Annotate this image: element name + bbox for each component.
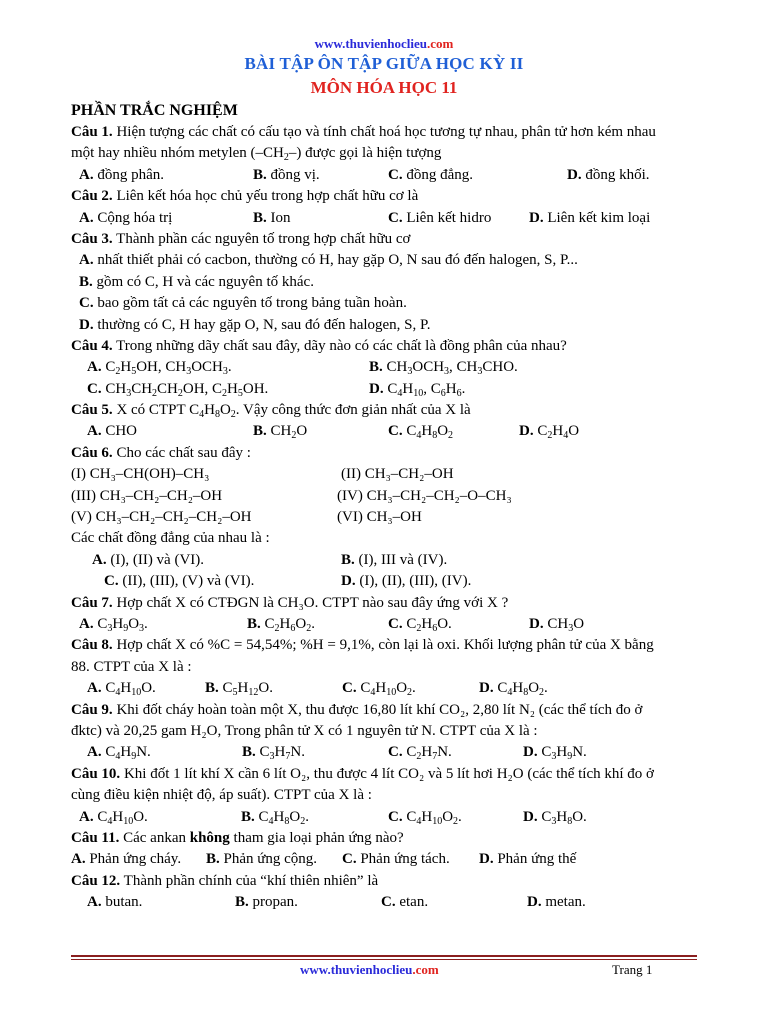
answer-row: C. (II), (III), (V) và (VI). D. (I), (II), (III), (IV). bbox=[104, 573, 472, 590]
question-11: Câu 11. Các ankan không tham gia loại phản ứng nào? bbox=[71, 829, 404, 846]
answer-row: A. $C_2H_5OH$, $CH_3OCH_3$. B. $CH_3OCH_3$, $CH_3CHO$. bbox=[87, 359, 518, 378]
question-9: Câu 9. Khi đốt cháy hoàn toàn một X, thu được 16,80 lít khí CO₂, 2,80 lít N₂ (các thể tích đo ở bbox=[71, 701, 643, 718]
footer bbox=[0, 962, 768, 976]
footer-website[interactable]: www.thuvienhoclieu.com bbox=[300, 962, 439, 977]
page-number: Trang 1 bbox=[612, 962, 653, 977]
answer-row: A. $C_4H_{10}O$. B. $C_5H_{12}O$. C. $C_4H_{10}O_2$. D. $C_4H_8O_2$. bbox=[87, 680, 548, 699]
section-heading: PHẦN TRẮC NGHIỆM bbox=[71, 102, 238, 119]
question-10: Câu 10. Khi đốt 1 lít khí X cần 6 lít O₂, thu được 4 lít CO₂ và 5 lít hơi H₂O (các thể tích khí đo ở bbox=[71, 765, 654, 782]
answer-row: A. $C_4H_{10}O$. B. $C_4H_8O_2$. C. $C_4H_{10}O_2$. D. $C_3H_8O$. bbox=[79, 808, 587, 827]
subject-title: MÔN HÓA HỌC 11 bbox=[310, 78, 458, 97]
question-2: Câu 2. Liên kết hóa học chủ yếu trong hợp chất hữu cơ là bbox=[71, 188, 419, 205]
answer-row: C. $CH_3CH_2CH_2OH$, $C_2H_5OH$. D. $C_4H_{10}$, $C_6H_6$. bbox=[87, 380, 466, 399]
header-website[interactable]: www.thuvienhoclieu.com bbox=[314, 36, 454, 51]
answer-row: A. butan. B. propan. C. etan. D. metan. bbox=[87, 894, 586, 911]
question-7: Câu 7. Hợp chất X có CTĐGN là CH₃O. CTPT nào sau đây ứng với X ? bbox=[71, 594, 509, 611]
answer-row: A. CHO B. $CH_2O$ C. $C_4H_8O_2$ D. $C_2H_4O$ bbox=[87, 423, 580, 442]
question-1: Câu 1. Hiện tượng các chất có cấu tạo và tính chất hoá học tương tự nhau, phân tử hơn kém nhau bbox=[71, 124, 656, 140]
question-3: Câu 3. Thành phần các nguyên tố trong hợp chất hữu cơ bbox=[71, 230, 411, 247]
question-4: Câu 4. Trong những dãy chất sau đây, dãy nào có các chất là đồng phân của nhau? bbox=[71, 337, 567, 354]
footer-divider bbox=[71, 955, 697, 957]
questions: Câu 1. Hiện tượng các chất có cấu tạo và tính chất hoá học tương tự nhau, phân tử hơn kém nhau một hay nhiều nhóm metylen $(-CH_2-)$ được gọi là hiện tượng A. đồng phân. B. đồng vị. C. đồng đẳng. D. đồng khối. Câu 2. Liên kết hóa học chủ yếu trong hợp chất hữu cơ là A. Cộng hóa trị B. Ion C. Liên kết hidro D. Liên kết kim loại Câu 3. Thành phần các nguyên tố trong hợp chất hữu cơ A. nhất thiết phải có cacbon, thường có H, hay gặp O, N sau đó đến halogen, S, P... B. gồm có C, H và các nguyên tố khác. C. bao gồm tất cả các nguyên tố trong bảng tuần hoàn. D. thường có C, H hay gặp O, N, sau đó đến halogen, S, P. Câu 4. Trong những dãy chất sau đây, dãy nào có các chất là đồng phân của nhau? A. $C_2H_5OH$, $CH_3OCH_3$. B. $CH_3OCH_3$, $CH_3CHO$. C. $CH_3CH_2CH_2OH$, $C_2H_5OH$. D. $C_4H_{10}$, $C_6H_6$. Câu 5. X có CTPT $C_4H_8O_2$. Vậy công thức đơn giản nhất của X là A. CHO B. $CH_2O$ C. $C_4H_8O_2$ D. $C_2H_4O$ Câu 6. Cho các chất sau đây : (I) CH₃–CH(OH)–CH₃ (II) CH₃–CH₂–OH (III) CH₃–CH₂–CH₂–OH (IV) CH₃–CH₂–CH₂–O–CH₃ (V) CH₃–CH₂–CH₂–CH₂–OH (VI) CH₃–OH Các chất đồng đẳng của nhau là : A. (I), (II) và (VI). B. (I), III và (IV). C. (II), (III), (V) và (VI). D. (I), (II), (III), (IV). Câu 7. Hợp chất X có CTĐGN là CH₃O. CTPT nào sau đây ứng với X ? A. $C_3H_9O_3$. B. $C_2H_6O_2$. C. $C_2H_6O$. D. $CH_3O$ Câu 8. Hợp chất X có %C = 54,54%; %H = 9,1%, còn lại là oxi. Khối lượng phân tử của X bằng 88. CTPT của X là : A. $C_4H_{10}O$. B. $C_5H_{12}O$. C. $C_4H_{10}O_2$. D. $C_4H_8O_2$. Câu 9. Khi đốt cháy hoàn toàn một X, thu được 16,80 lít khí CO₂, 2,80 lít N₂ (các thể tích đo ở đktc) và 20,25 gam H₂O, Trong phân tử X có 1 nguyên tử N. CTPT của X là : A. $C_4H_9N$. B. $C_3H_7N$. C. $C_2H_7N$. D. $C_3H_9N$. Câu 10. Khi đốt 1 lít khí X cần 6 lít O₂, thu được 4 lít CO₂ và 5 lít hơi H₂O (các thể tích khí đo ở cùng điều kiện nhiệt độ, áp suất). CTPT của X là : A. $C_4H_{10}O$. B. $C_4H_8O_2$. C. $C_4H_{10}O_2$. D. $C_3H_8O$. Câu 11. Các ankan không tham gia loại phản ứng nào? A. Phản ứng cháy. B. Phản ứng cộng. C. Phản ứng tách. D. Phản ứng thế Câu 12. Thành phần chính của “khí thiên nhiên” là A. butan. B. propan. C. etan. D. metan. bbox=[71, 122, 711, 913]
footer-divider-thin bbox=[71, 959, 697, 960]
question-5: Câu 5. X có CTPT $C_4H_8O_2$. Vậy công thức đơn giản nhất của X là bbox=[71, 402, 471, 421]
answer-row: A. đồng phân. B. đồng vị. C. đồng đẳng. D. đồng khối. bbox=[79, 166, 650, 183]
answer-row: A. $C_3H_9O_3$. B. $C_2H_6O_2$. C. $C_2H_6O$. D. $CH_3O$ bbox=[79, 615, 585, 634]
answer-row: A. (I), (II) và (VI). B. (I), III và (IV). bbox=[92, 551, 448, 568]
answer-row: A. Cộng hóa trị B. Ion C. Liên kết hidro D. Liên kết kim loại bbox=[79, 209, 651, 226]
question-8: Câu 8. Hợp chất X có %C = 54,54%; %H = 9,1%, còn lại là oxi. Khối lượng phân tử của X bằng bbox=[71, 637, 654, 654]
question-12: Câu 12. Thành phần chính của “khí thiên nhiên” là bbox=[71, 872, 379, 889]
answer-row: A. $C_4H_9N$. B. $C_3H_7N$. C. $C_2H_7N$. D. $C_3H_9N$. bbox=[87, 744, 587, 763]
question-6: Câu 6. Cho các chất sau đây : bbox=[71, 444, 251, 461]
document-title: BÀI TẬP ÔN TẬP GIỮA HỌC KỲ II bbox=[244, 54, 524, 73]
answer-row: A. Phản ứng cháy. B. Phản ứng cộng. C. Phản ứng tách. D. Phản ứng thế bbox=[71, 851, 577, 868]
